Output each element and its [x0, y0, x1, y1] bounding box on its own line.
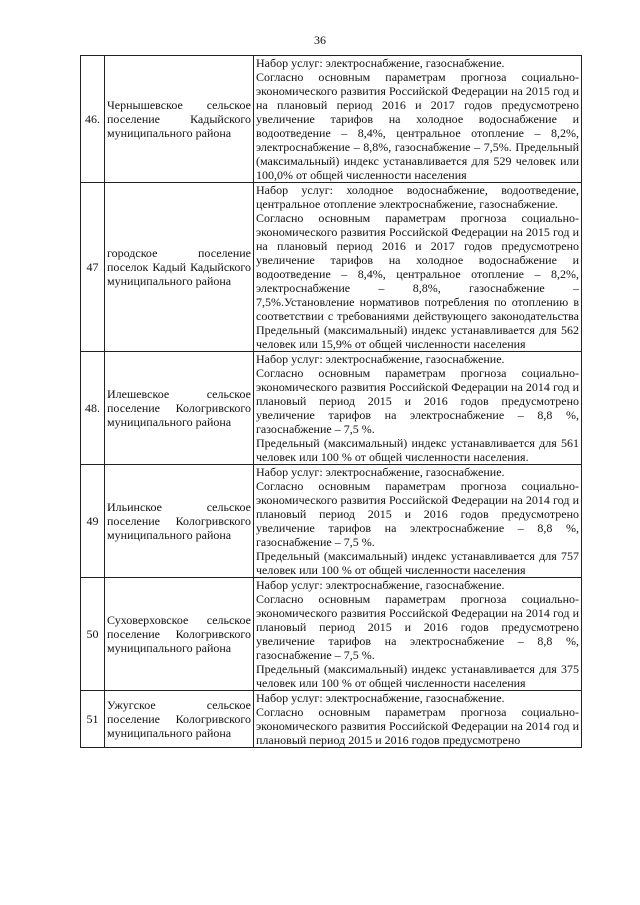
page-number: 36: [314, 33, 326, 47]
row-number: 50: [81, 578, 105, 691]
forecast-paragraph: Согласно основным параметрам прогноза социально-экономического развития Российской Федерации на 2015 год и на плановый период 2016 и 2017 годов предусмотрено увеличение тарифов на холодное водоснабжение и водоотведение – 8,4%, центральное отопление – 8,2%, электроснабжение – 8,8%, газоснабжение – 7,5%.Установление нормативов потребления по отоплению в соответствии с требованиями действующего законодательства Предельный (максимальный) индекс устанавливается для 562 человек или 15,9% от общей численности населения: [256, 211, 579, 351]
row-description: [254, 578, 582, 691]
services-line: Набор услуг: холодное водоснабжение, водоотведение, центральное отопление электроснабжение, газоснабжение.: [256, 183, 579, 211]
row-number: 46.: [81, 56, 105, 183]
table-row: [81, 691, 582, 748]
services-line: Набор услуг: электроснабжение, газоснабжение.: [256, 578, 505, 592]
settlement-name: Илешевское сельское поселение Кологривского муниципального района: [105, 352, 254, 465]
services-line: Набор услуг: электроснабжение, газоснабжение.: [256, 352, 505, 366]
index-paragraph: Предельный (максимальный) индекс устанавливается для 561 человек или 100 % от общей численности населения.: [256, 436, 579, 464]
row-description: [254, 465, 582, 578]
forecast-paragraph: Согласно основным параметрам прогноза социально-экономического развития Российской Федерации на 2014 год и плановый период 2015 и 2016 годов предусмотрено увеличение тарифов на электроснабжение – 8,8 %, газоснабжение – 7,5 %.: [256, 592, 579, 662]
row-description: [254, 183, 582, 352]
services-line: Набор услуг: электроснабжение, газоснабжение.: [256, 691, 505, 705]
table-row: [81, 578, 582, 691]
forecast-paragraph: Согласно основным параметрам прогноза социально-экономического развития Российской Федерации на 2014 год и плановый период 2015 и 2016 годов предусмотрено увеличение тарифов на электроснабжение – 8,8 %, газоснабжение – 7,5 %.: [256, 366, 579, 436]
table-row: [81, 56, 582, 183]
row-number: 51: [81, 691, 105, 748]
index-paragraph: Предельный (максимальный) индекс устанавливается для 757 человек или 100 % от общей численности населения: [256, 549, 579, 577]
services-line: Набор услуг: электроснабжение, газоснабжение.: [256, 56, 505, 70]
forecast-paragraph: Согласно основным параметрам прогноза социально-экономического развития Российской Федерации на 2014 год и плановый период 2015 и 2016 годов предусмотрено: [256, 705, 579, 747]
settlement-name: городское поселение поселок Кадый Кадыйского муниципального района: [105, 183, 254, 352]
settlement-name: Ужугское сельское поселение Кологривского муниципального района: [105, 691, 254, 748]
row-description: [254, 691, 582, 748]
table-row: [81, 465, 582, 578]
index-paragraph: Предельный (максимальный) индекс устанавливается для 375 человек или 100 % от общей численности населения: [256, 662, 579, 690]
table-row: [81, 183, 582, 352]
forecast-paragraph: Согласно основным параметрам прогноза социально-экономического развития Российской Федерации на 2015 год и на плановый период 2016 и 2017 годов предусмотрено увеличение тарифов на холодное водоснабжение и водоотведение – 8,4%, центральное отопление – 8,2%, электроснабжение – 8,8%, газоснабжение – 7,5%. Предельный (максимальный) индекс устанавливается для 529 человек или 100,0% от общей численности населения: [256, 70, 579, 182]
row-description: [254, 56, 582, 183]
settlement-name: Ильинское сельское поселение Кологривского муниципального района: [105, 465, 254, 578]
services-line: Набор услуг: электроснабжение, газоснабжение.: [256, 465, 505, 479]
settlement-name: Чернышевское сельское поселение Кадыйского муниципального района: [105, 56, 254, 183]
forecast-paragraph: Согласно основным параметрам прогноза социально-экономического развития Российской Федерации на 2014 год и плановый период 2015 и 2016 годов предусмотрено увеличение тарифов на электроснабжение – 8,8 %, газоснабжение – 7,5 %.: [256, 479, 579, 549]
row-number: 49: [81, 465, 105, 578]
row-number: 47: [81, 183, 105, 352]
row-number: 48.: [81, 352, 105, 465]
table-row: [81, 352, 582, 465]
tariff-table: [80, 55, 582, 748]
settlement-name: Суховерховское сельское поселение Кологривского муниципального района: [105, 578, 254, 691]
row-description: [254, 352, 582, 465]
